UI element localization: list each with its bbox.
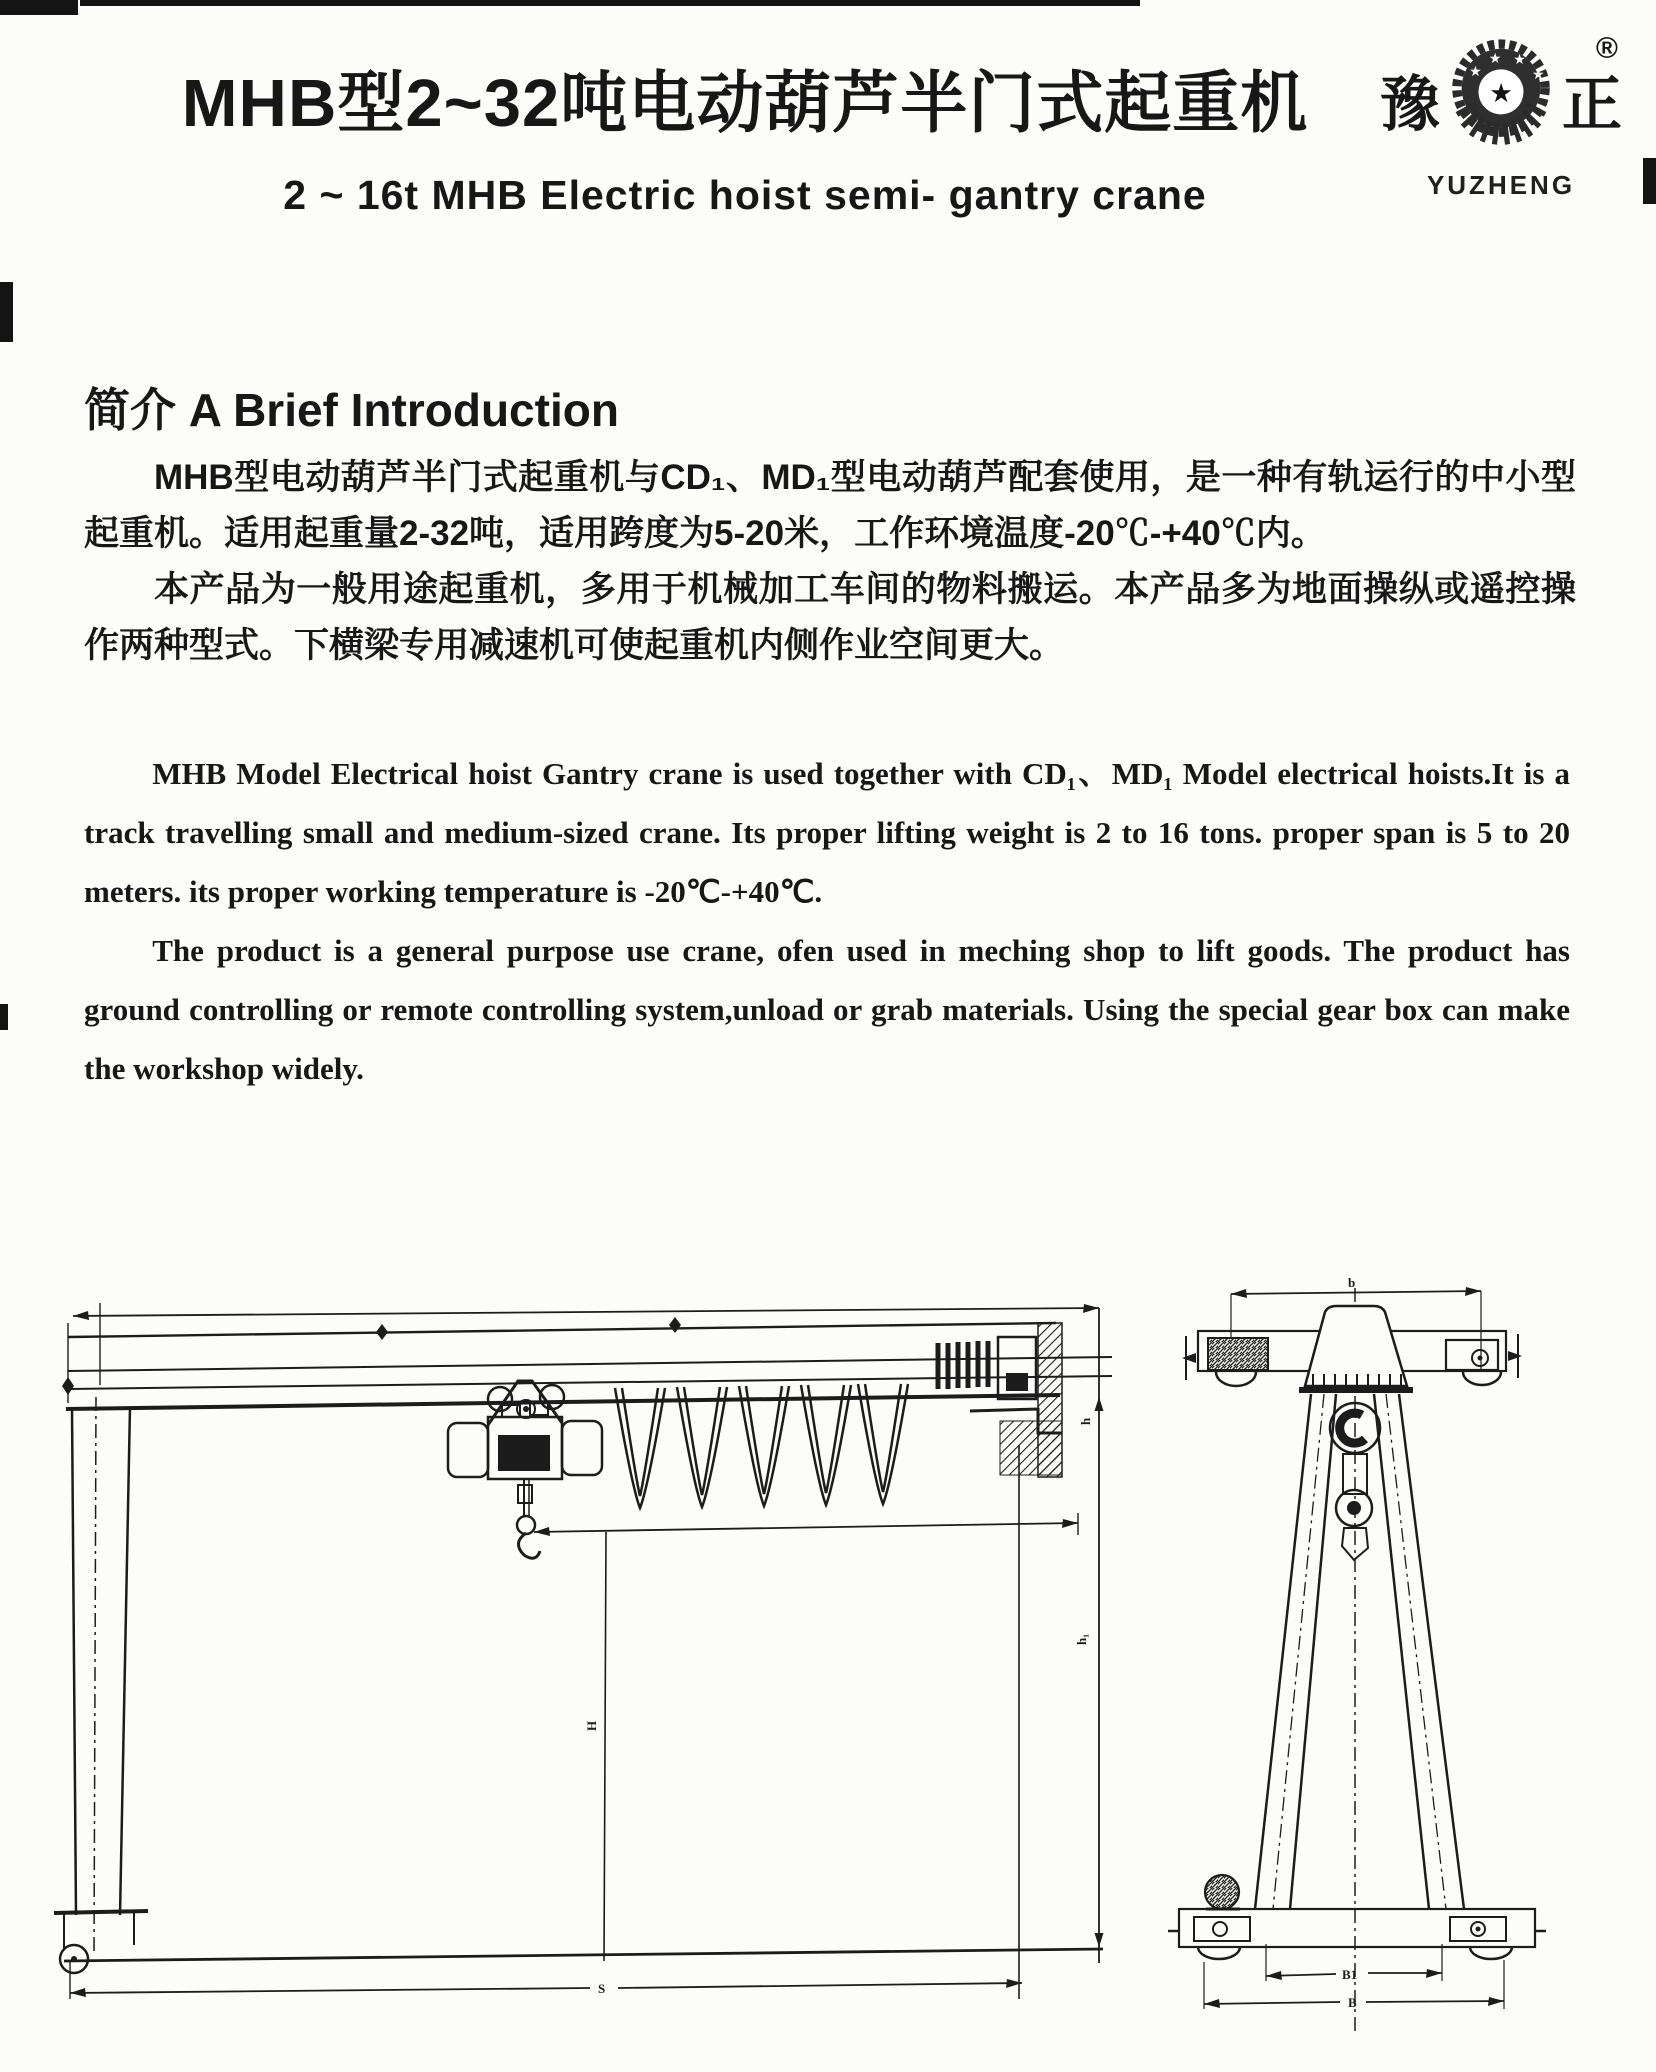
brand-name: YUZHENG: [1426, 170, 1576, 200]
svg-text:★: ★: [1531, 65, 1545, 82]
wall-bracket-hatched: [1000, 1421, 1062, 1475]
scan-artifact: [80, 0, 1140, 6]
carriage-wheel: [1463, 1372, 1501, 1385]
chinese-introduction: [84, 450, 1576, 674]
logo-character-left: 豫: [1380, 71, 1440, 138]
a-frame-legs: [1255, 1394, 1464, 1909]
scan-artifact: [1643, 158, 1656, 204]
brand-logo: [1358, 30, 1644, 230]
ground-and-span-dimension: [64, 1949, 1103, 1999]
svg-text:★: ★: [1469, 62, 1482, 79]
hoist-motor: [498, 1435, 550, 1471]
dim-label-h: h: [1078, 1417, 1093, 1425]
bottom-beam: [1168, 1875, 1546, 1959]
hoist-drum: [448, 1423, 488, 1477]
dim-label-B1: B1: [1342, 1967, 1358, 1982]
logo-character-right: 正: [1562, 71, 1622, 138]
wheel-base-dimensions: [1204, 1944, 1504, 2010]
hook-block: [517, 1516, 535, 1534]
page-title-english: 2 ~ 16t MHB Electric hoist semi- gantry crane: [283, 172, 1207, 218]
en-paragraph-1: MHB Model Electrical hoist Gantry crane is used together with CD₁、MD₁ Model electrical hoists.It is a track travelling small and medium-sized crane. Its proper lifting weight is 2 to 16 tons. proper span is 5 to 20 meters. its proper working temperature is -20℃-+40℃.: [84, 756, 1570, 909]
svg-text:★: ★: [1488, 49, 1502, 66]
cn-paragraph-1: MHB型电动葫芦半门式起重机与CD₁、MD₁型电动葫芦配套使用，是一种有轨运行的中小型起重机。适用起重量2-32吨，适用跨度为5-20米，工作环境温度-20℃-+40℃内。: [84, 458, 1576, 553]
page-title-chinese: MHB型2~32吨电动葫芦半门式起重机: [181, 66, 1309, 141]
leg-cap-saddle: [1299, 1306, 1413, 1390]
scan-artifact: [0, 0, 78, 15]
svg-text:★: ★: [1489, 78, 1513, 109]
dim-label-H: H: [584, 1720, 599, 1731]
hook-height-dimension: [534, 1513, 1078, 1961]
dim-label-h1: h₁: [1074, 1633, 1089, 1645]
dim-label-B: B: [1348, 1995, 1357, 2010]
travel-drive-motor: [1205, 1875, 1239, 1909]
dim-label-span: S: [598, 1981, 606, 1996]
girder-marker-diamond: [669, 1317, 681, 1333]
lifting-hook: [518, 1533, 540, 1558]
bottom-travel-wheel: [1198, 1947, 1240, 1959]
scan-artifact: [0, 1004, 8, 1030]
en-paragraph-2: The product is a general purpose use crane, ofen used in meching shop to lift goods. The product has ground controlling or remote controlling system,unload or grab materials. Using the special gear box can make the workshop widely.: [84, 933, 1570, 1086]
scan-artifact: [0, 282, 13, 342]
hoist-drum: [562, 1421, 602, 1475]
registered-trademark-symbol: ®: [1595, 32, 1618, 65]
svg-text:★: ★: [1513, 50, 1526, 67]
gear-star-logo-icon: [1426, 30, 1576, 180]
carriage-wheel: [1216, 1372, 1256, 1386]
right-end-carriage: [938, 1323, 1062, 1477]
main-girder: [66, 1317, 1112, 1409]
section-heading: 简介 A Brief Introduction: [84, 384, 619, 436]
carriage-drive-motor: [1208, 1338, 1268, 1370]
girder-marker-diamond: [376, 1324, 388, 1340]
cn-paragraph-2: 本产品为一般用途起重机，多用于机械加工车间的物料搬运。本产品多为地面操纵或遥控操作两种型式。下横梁专用减速机可使起重机内侧作业空间更大。: [84, 570, 1576, 665]
bottom-travel-wheel: [1470, 1947, 1512, 1959]
dim-label-b: b: [1348, 1276, 1356, 1290]
left-support-leg: [54, 1397, 148, 1973]
crane-front-view-drawing: [50, 1285, 1180, 2072]
crane-side-view-drawing: [1158, 1276, 1654, 2068]
english-introduction: [84, 744, 1570, 1098]
